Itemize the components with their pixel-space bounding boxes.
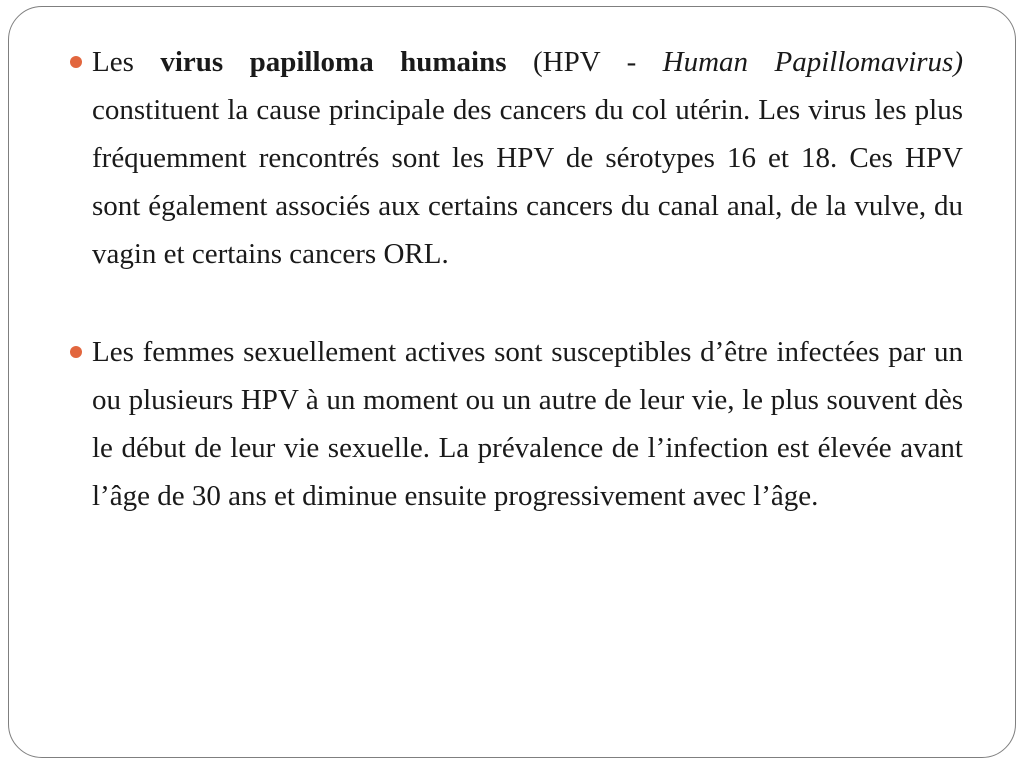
bullet-text-intro: Les [92,46,161,78]
bullet-text-bold-term: virus papilloma humains [160,46,507,78]
bullet-hpv-definition [92,38,963,278]
slide-content [92,38,963,520]
bullet-text-body: constituent la cause principale des cancers du col utérin. Les virus les plus fréquemment rencontrés sont les HPV de sérotypes 16 et 18. Ces HPV sont également associés aux certains cancers du canal anal, de la vulve, du vagin et certains cancers ORL. [92,94,963,270]
bullet-dot-icon [70,56,82,68]
bullet-text-body: Les femmes sexuellement actives sont susceptibles d’être infectées par un ou plusieurs HPV à un moment ou un autre de leur vie, le plus souvent dès le début de leur vie sexuelle. La prévalence de l’infection est élevée avant l’âge de 30 ans et diminue ensuite progressivement avec l’âge. [92,336,963,512]
bullet-dot-icon [70,346,82,358]
bullet-text-paren: (HPV - [506,46,663,78]
bullet-text-italic-term: Human Papillomavirus) [662,46,963,78]
bullet-hpv-prevalence [92,328,963,520]
